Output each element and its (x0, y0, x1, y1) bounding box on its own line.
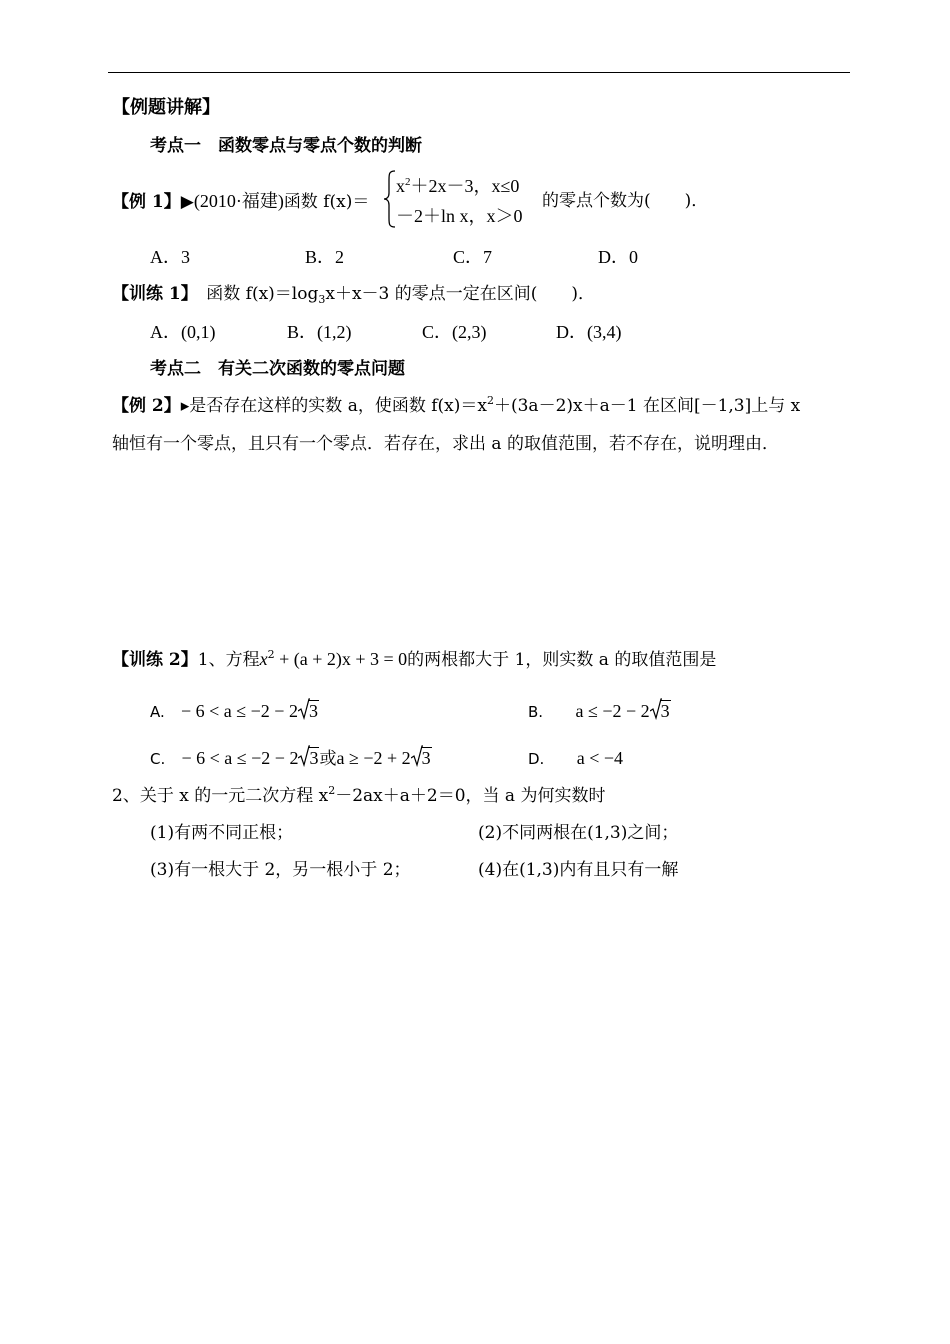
example-1-option-c: C．7 (453, 247, 493, 267)
option-a-label: A. (150, 703, 165, 721)
training-2-q1-b: 的两根都大于 1，则实数 a 的取值范围是 (407, 650, 717, 670)
example-2-line-1 (112, 396, 800, 416)
training-1-option-d: D．(3,4) (556, 322, 622, 342)
training-1-text-b: x＋x－3 的零点一定在区间( )． (325, 284, 596, 304)
question-2-part-4: (4)在(1,3)内有且只有一解 (478, 860, 679, 880)
training-2-question-2 (112, 786, 605, 806)
radicand: 3 (660, 701, 670, 721)
example-1-prefix: 函数 f(x)＝ (283, 192, 370, 212)
training-2-eq-exponent: 2 (267, 648, 275, 661)
example-1-option-b: B．2 (305, 247, 345, 267)
question-2-part-2: (2)不同两根在(1,3)之间； (478, 823, 679, 843)
topic-2-heading: 考点二 有关二次函数的零点问题 (150, 359, 405, 379)
example-2-exponent: 2 (486, 394, 494, 407)
radical-icon (298, 698, 310, 720)
training-2-option-a (150, 701, 319, 722)
case-1-text: ＋2x－3，x≤0 (410, 176, 520, 196)
option-d-expr: a < −4 (576, 748, 624, 768)
topic-1-heading: 考点一 函数零点与零点个数的判断 (150, 136, 422, 156)
radicand: 3 (421, 748, 431, 768)
radical-icon (298, 745, 310, 767)
option-c-expr-1: − 6 < a ≤ −2 − 2 (181, 748, 299, 768)
example-2-text-b: ＋(3a－2)x＋a－1 在区间[－1,3]上与 x (493, 396, 801, 416)
training-2-eq-var: x (259, 649, 268, 669)
header-rule (108, 72, 850, 73)
option-b-label: B. (528, 703, 544, 721)
option-d-label: D. (528, 750, 545, 768)
training-1-label: 【训练 1】 (112, 284, 190, 304)
example-1-source: (2010·福建) (193, 191, 284, 211)
training-2-label: 【训练 2】 (112, 650, 198, 670)
radicand: 3 (309, 748, 319, 768)
option-c-or: 或 (319, 749, 337, 769)
question-2-part-1: (1)有两不同正根； (150, 823, 294, 843)
piecewise-case-1 (396, 176, 519, 196)
training-1-option-c: C．(2,3) (422, 322, 487, 342)
option-a-expr: − 6 < a ≤ −2 − 2 (180, 701, 298, 721)
example-2-label: 【例 2】 (112, 396, 181, 416)
piecewise-case-2: －2＋ln x，x＞0 (396, 206, 523, 226)
piecewise-brace-icon (383, 170, 397, 228)
sqrt-symbol (298, 748, 319, 768)
question-2-text-b: －2ax＋a＋2＝0，当 a 为何实数时 (335, 786, 606, 806)
option-c-expr-2: a ≥ −2 + 2 (336, 748, 411, 768)
question-2-exponent: 2 (328, 784, 336, 797)
training-1-question (112, 284, 595, 304)
case-1-exponent: 2 (405, 176, 411, 188)
example-1-option-a: A．3 (150, 247, 190, 267)
training-1-text-a: 函数 f(x)＝log (206, 284, 319, 304)
question-2-part-3: (3)有一根大于 2，另一根小于 2； (150, 860, 411, 880)
option-b-expr: a ≤ −2 − 2 (575, 701, 650, 721)
sqrt-symbol (411, 748, 432, 768)
training-2-question-1 (112, 649, 716, 670)
example-2-text-a: 是否存在这样的实数 a，使函数 f(x)＝x (189, 396, 487, 416)
training-2-eq-rest: + (a + 2)x + 3 = 0 (274, 649, 408, 669)
case-1-var: x (396, 176, 405, 196)
sqrt-symbol (298, 701, 319, 721)
section-title: 【例题讲解】 (112, 97, 220, 118)
example-2-line-2: 轴恒有一个零点，且只有一个零点．若存在，求出 a 的取值范围，若不存在，说明理由． (112, 434, 779, 454)
training-1-option-a: A．(0,1) (150, 322, 216, 342)
example-1-suffix: 的零点个数为( )． (542, 191, 709, 211)
training-2-option-d (528, 748, 623, 769)
small-triangle-marker-icon: ▸ (180, 396, 190, 416)
training-2-option-b (528, 701, 671, 722)
example-1-intro (112, 191, 369, 212)
option-c-label: C. (150, 750, 166, 768)
triangle-marker-icon: ▶ (180, 192, 194, 212)
example-1-option-d: D．0 (598, 247, 638, 267)
example-1-label: 【例 1】 (112, 192, 181, 212)
sqrt-symbol (650, 701, 671, 721)
radicand: 3 (308, 701, 318, 721)
radical-icon (650, 698, 662, 720)
training-1-option-b: B．(1,2) (287, 322, 352, 342)
log-base: 3 (318, 293, 326, 306)
training-2-q1-a: 1、方程 (197, 650, 260, 670)
training-2-option-c (150, 748, 432, 769)
radical-icon (411, 745, 423, 767)
question-2-text-a: 2、关于 x 的一元二次方程 x (112, 786, 329, 806)
